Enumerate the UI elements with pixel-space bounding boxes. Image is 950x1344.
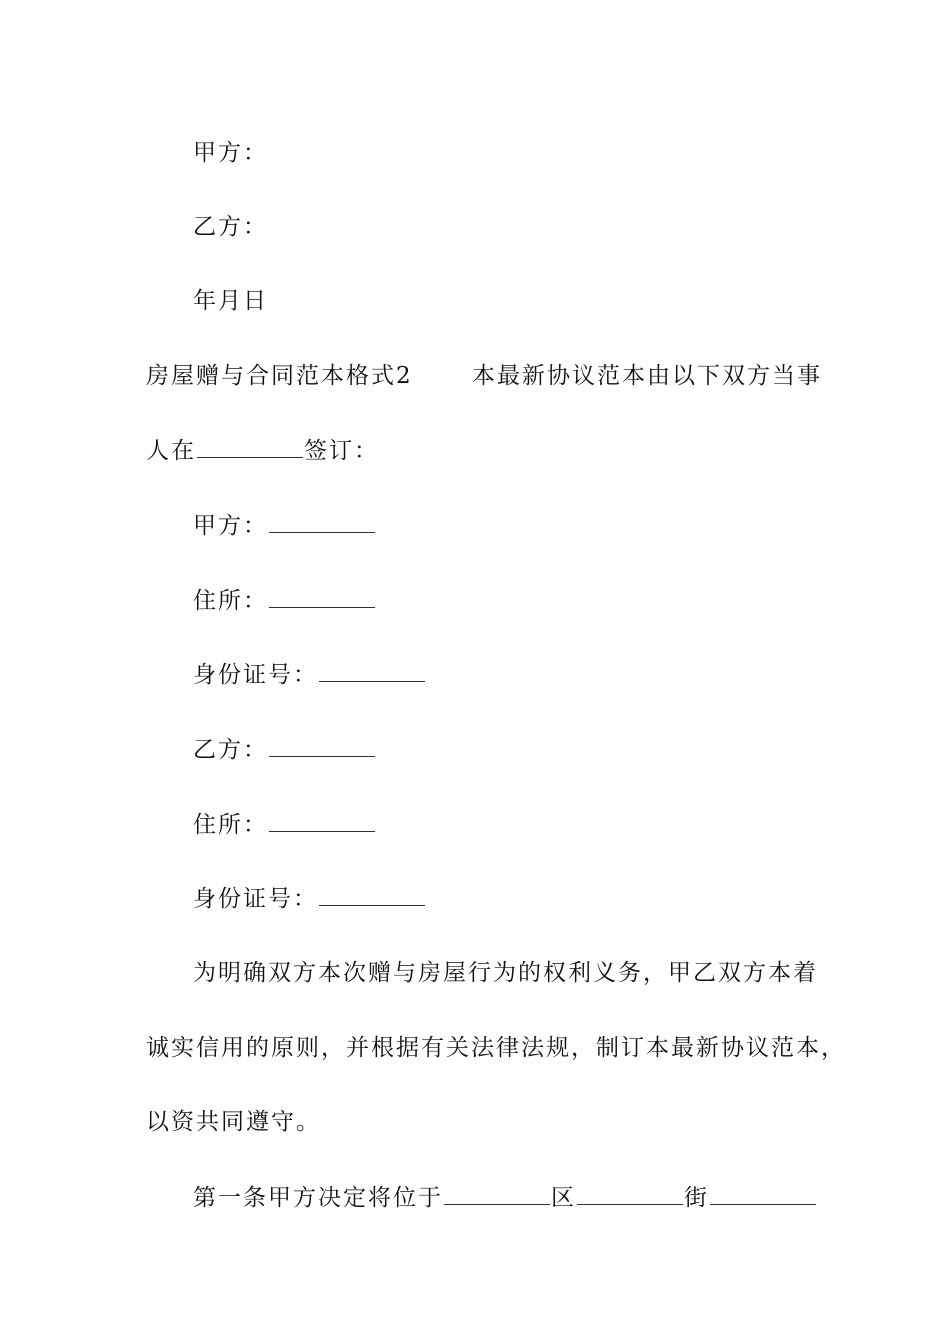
article-one-street-blank [710,1182,816,1205]
party-b-line [193,734,376,765]
party-b-label: 乙方： [193,737,268,763]
party-b-blank [269,734,375,757]
party-a-address-line [193,585,376,616]
party-b-id-line [193,883,426,914]
preamble-line-1: 为明确双方本次赠与房屋行为的权利义务，甲乙双方本着 [193,960,818,986]
article-one-location-blank [444,1182,550,1205]
date-label: 年月日 [193,288,268,314]
signing-place-prefix: 人在 [146,438,196,464]
party-b-id-label: 身份证号： [193,886,318,912]
signing-place-suffix: 签订： [304,438,379,464]
contract-heading-line: 房屋赠与合同范本格式2 本最新协议范本由以下双方当事 [146,363,822,389]
signing-place-blank [197,435,303,458]
party-b-id-blank [319,883,425,906]
article-one-text: 第一条甲方决定将位于 [193,1185,443,1211]
party-a-signature-label: 甲方： [193,140,268,166]
party-b-address-label: 住所： [193,812,268,838]
party-a-id-line [193,659,426,690]
article-one-street-label: 街 [684,1185,709,1211]
party-a-address-blank [269,585,375,608]
party-b-address-blank [269,809,375,832]
party-a-blank [269,510,375,533]
party-a-label: 甲方： [193,513,268,539]
article-one-district-label: 区 [551,1185,576,1211]
article-one-line [193,1182,817,1213]
party-a-id-blank [319,659,425,682]
preamble-line-2: 诚实信用的原则，并根据有关法律法规，制订本最新协议范本， [146,1035,846,1061]
party-a-address-label: 住所： [193,588,268,614]
party-b-address-line [193,809,376,840]
article-one-district-blank [577,1182,683,1205]
party-b-signature-label: 乙方： [193,214,268,240]
party-a-line [193,510,376,541]
party-a-id-label: 身份证号： [193,662,318,688]
preamble-line-3: 以资共同遵守。 [146,1109,321,1135]
signing-place-line [146,435,379,466]
